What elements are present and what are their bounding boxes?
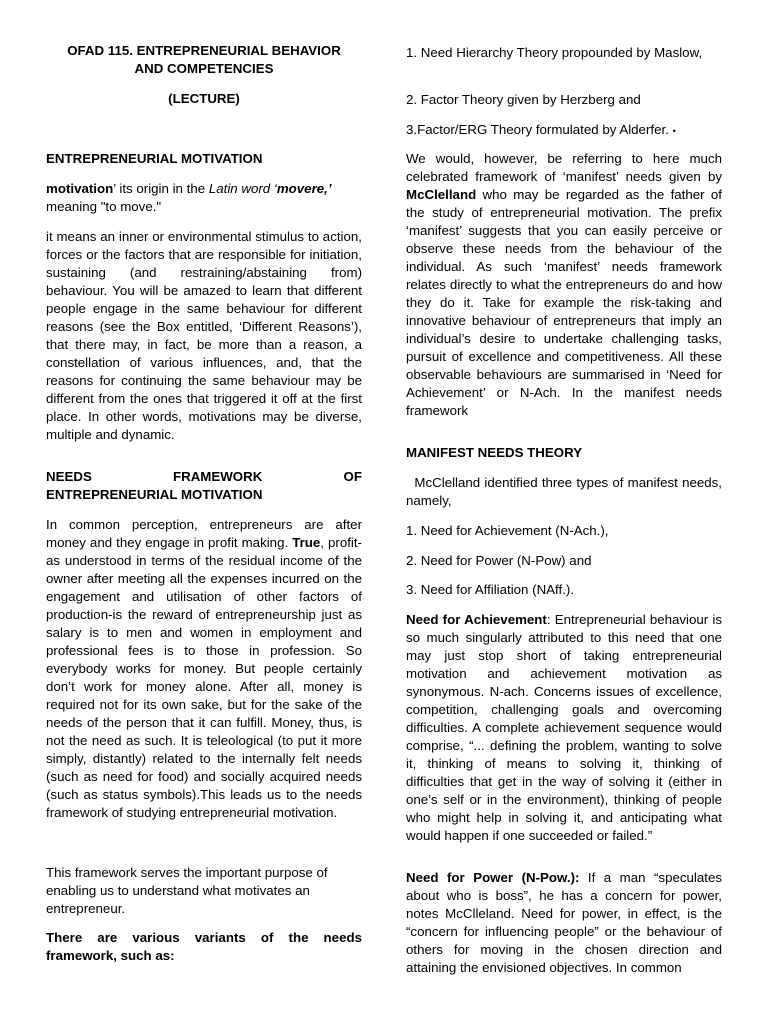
heading-word-framework: FRAMEWORK [172, 469, 263, 484]
document-title [46, 42, 362, 78]
heading-line-2: ENTREPRENEURIAL MOTIVATION [46, 487, 263, 502]
npow-label: Need for Power (N-Pow.): [406, 870, 580, 885]
paragraph-common-perception [46, 516, 362, 822]
would-start: We would, however, be referring to here much celebrated framework of ‘manifest’ needs given by [406, 151, 722, 184]
would-rest: who may be regarded as the father of the study of entrepreneurial motivation. The prefix ‘manifest’ suggests that you can easily perceive or observe these needs from the behaviour of the individual. As such ‘manifest’ needs framework relates directly to what the entrepreneurs do and how they do it. Take for example the risk-taking and innovative behaviour of entrepreneurs that imply an individual’s desire to undertake challenging tasks, pursuit of excellence and competitiveness. All these observable behaviours are summarised in ‘Need for Achievement’ or N-Ach. In the manifest needs framework [406, 187, 722, 418]
list3-text: 3.Factor/ERG Theory formulated by Alderfer. [406, 122, 669, 137]
paragraph-inner-stimulus: it means an inner or environmental stimulus to action, forces or the factors that are responsible for initiation, sustaining (and restraining/abstaining from) behaviour. You will be amazed to learn that different people engage in the same behaviour for different reasons (see the Box entitled, ‘Different Reasons’), that there may, in fact, be more than a reason, a constellation of various influences, and, that the reasons for continuing the same behaviour may be different from the ones that triggered it off at the first place. In other words, motivations may be diverse, multiple and dynamic. [46, 229, 362, 442]
paragraph-need-for-achievement [406, 611, 722, 845]
section-heading-entrepreneurial-motivation: ENTREPRENEURIAL MOTIVATION [46, 151, 263, 166]
motivation-definition [46, 180, 362, 216]
nach-label: Need for Achievement [406, 612, 547, 627]
mcclelland-name: McClelland [406, 187, 477, 202]
paragraph-mcclelland [406, 150, 722, 420]
theory-list-item-2: 2. Factor Theory given by Herzberg and [406, 92, 641, 107]
needs-item-1: 1. Need for Achievement (N-Ach.), [406, 523, 609, 538]
motivation-end: meaning "to move." [46, 199, 162, 214]
paragraph-need-for-power [406, 869, 722, 977]
theory-list-item-1: 1. Need Hierarchy Theory propounded by Maslow, [406, 45, 703, 60]
movere-word: movere,’ [276, 181, 332, 196]
theory-list-item-3 [406, 121, 722, 140]
true-word: True [292, 535, 321, 550]
heading-word-of: OF [343, 469, 362, 484]
needs-framework-heading [46, 468, 362, 504]
manifest-needs-heading: MANIFEST NEEDS THEORY [406, 445, 583, 460]
latin-word: Latin word ‘ [208, 181, 277, 196]
nach-text: : Entrepreneurial behaviour is so much singularly attributed to this need that one may just stop short of taking entrepreneurial motivation and achievement motivation as synonymous. N-ach. Concerns issues of excellence, competition, challenging goals and overcoming difficulties. A complete achievement sequence would comprise, “... defining the problem, wanting to solve it, thinking of means to solving it, thinking of difficulties that get in the way of solving it (either in one’s self or in the environment), thinking of people who might help in solving it, and anticipating what would happen if one succeeded or failed.” [406, 612, 722, 843]
motivation-term: motivation [46, 181, 114, 196]
heading-word-needs: NEEDS [46, 469, 92, 484]
paragraph-framework-purpose: This framework serves the important purpose of enabling us to understand what motivates an entrepreneur. [46, 865, 328, 916]
title-line-1: OFAD 115. ENTREPRENEURIAL BEHAVIOR [67, 43, 341, 58]
needs-item-3: 3. Need for Affiliation (NAff.). [406, 582, 575, 597]
npow-text: If a man “speculates about who is boss”, he has a concern for power, notes McClleland. Need for power, in effect, is the “concern for influencing people” or the behaviour of others for moving in the chosen direction and attaining the envisioned objectives. In common [406, 870, 722, 975]
variants-heading: There are various variants of the needs framework, such as: [46, 930, 362, 963]
lecture-label: (LECTURE) [168, 91, 240, 106]
bullet-mark-icon: • [672, 126, 676, 136]
common-rest: , profit- as understood in terms of the residual income of the owner after meeting all the expenses incurred on the engagement and utilisation of other factors of production-is the reward of entrepreneurship just as salary is to men and women in employment and professional fees is to those in profession. So everybody works for money. But people certainly don’t work for money alone. After all, money is required not for its own sake, but for the sake of the needs of the person that it can fulfill. Money, thus, is not the need as such. It is teleological (to put it more simply, distantly) related to the internally felt needs (such as need for food) and socially acquired needs (such as status symbols).This leads us to the needs framework of studying entrepreneurial motivation. [46, 535, 362, 820]
common-start: In common perception, entrepreneurs are after money and they engage in profit making. [46, 517, 362, 550]
title-line-2: AND COMPETENCIES [134, 61, 274, 76]
manifest-intro: McClelland identified three types of manifest needs, namely, [406, 475, 726, 508]
motivation-mid: ’ its origin in the [113, 181, 209, 196]
needs-item-2: 2. Need for Power (N-Pow) and [406, 553, 592, 568]
